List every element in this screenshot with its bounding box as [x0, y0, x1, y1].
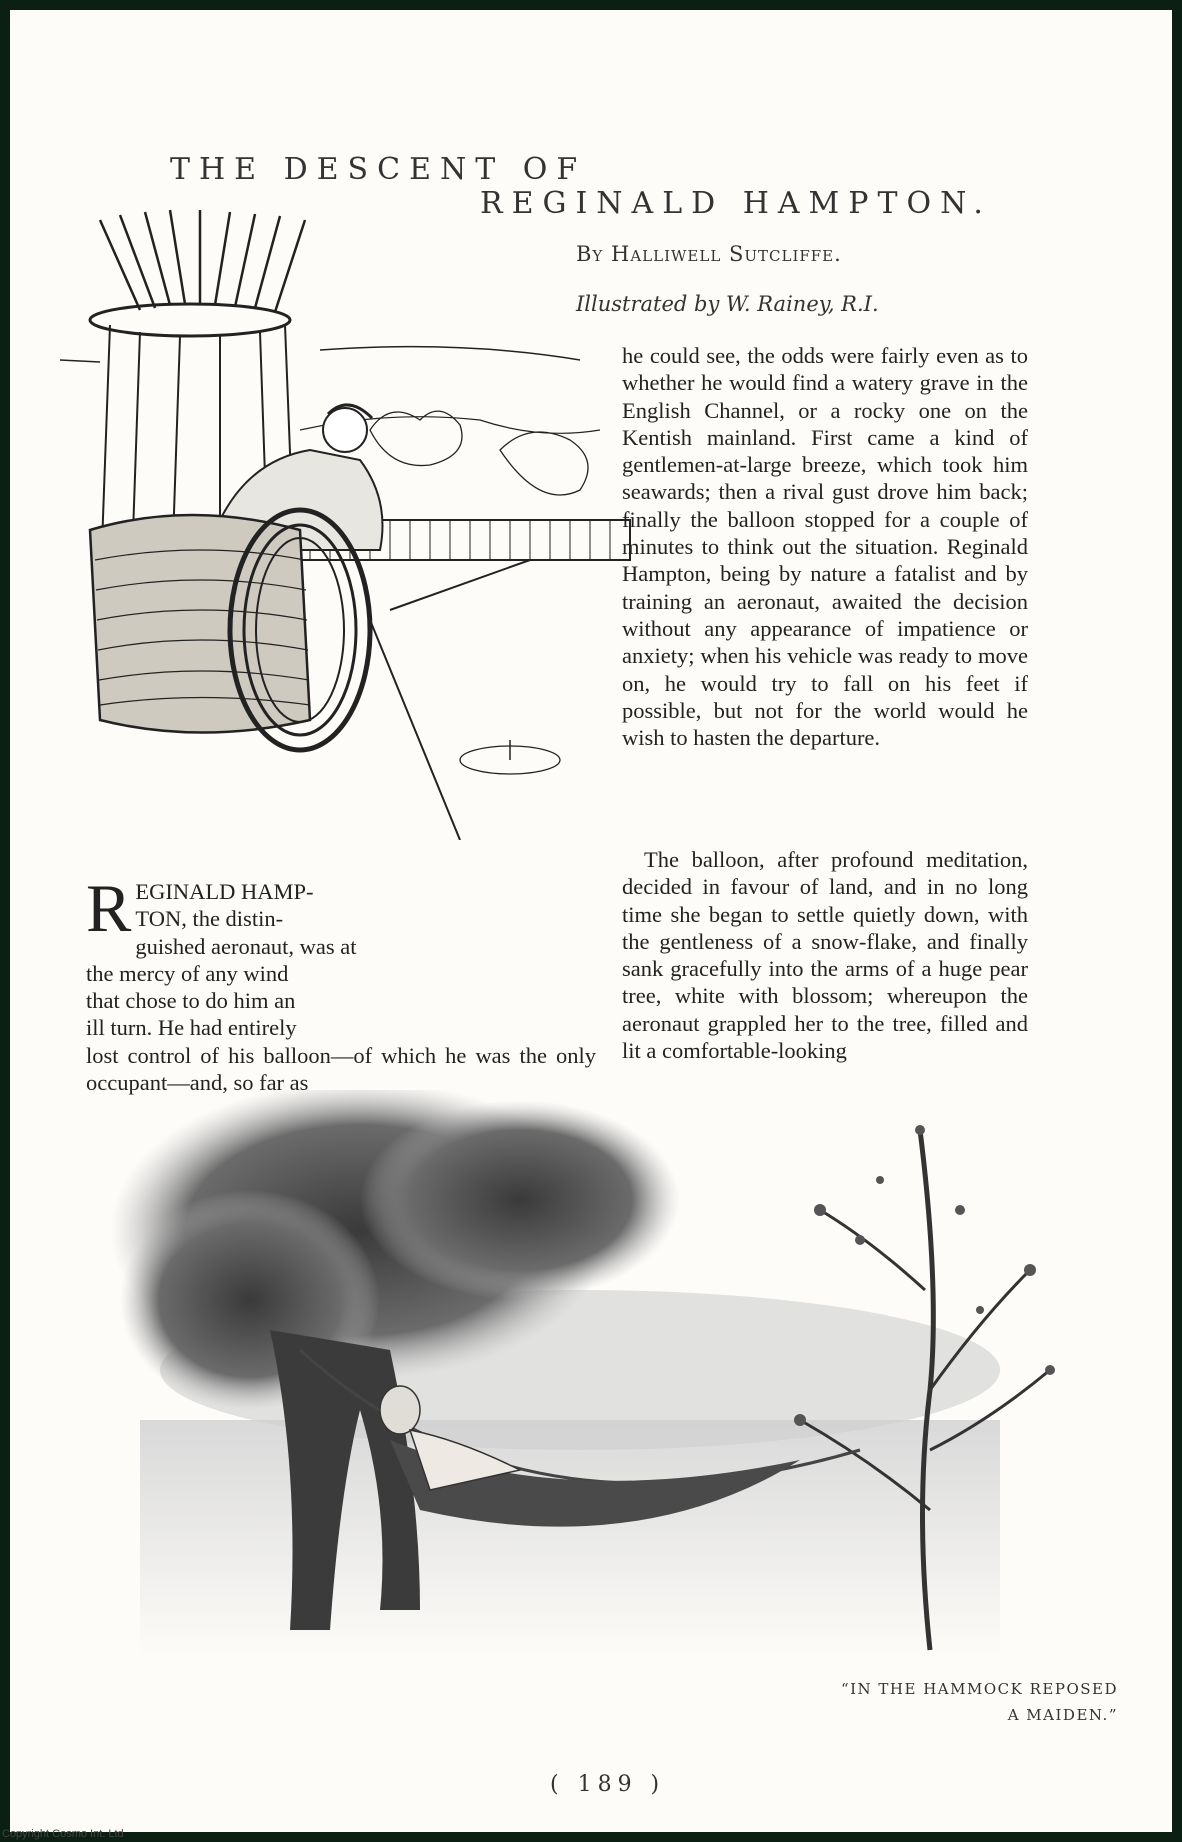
paragraph: The balloon, after profound meditation, decided in favour of land, and in no long time she began to settle quietly down, with the gentleness of a snow-flake, and finally sank gracefully into the arms of a huge pear tree, white with blossom; whereupon the aeronaut grappled her to the tree, filled and lit a comfortable-looking — [622, 847, 1028, 1064]
title-line-2: REGINALD HAMPTON. — [480, 186, 992, 221]
balloon-illustration — [60, 200, 660, 840]
hammock-illustration — [100, 1090, 1100, 1690]
text-line: TON, the distin- — [135, 906, 284, 932]
text-line: the mercy of any wind — [86, 960, 289, 986]
left-column-text — [86, 870, 596, 1096]
illustrator-credit: Illustrated by W. Rainey, R.I. — [576, 292, 879, 316]
left-narrow-lines — [86, 870, 416, 1042]
text-line-wide: lost control of his balloon—of which he was the only occupant—and, so far as — [86, 1042, 596, 1096]
text-line: that chose to do him an — [86, 988, 296, 1014]
paragraph: he could see, the odds were fairly even as to whether he would find a watery grave in the English Channel, or a rocky one on the Kentish mainland. First came a kind of gentlemen-at-large breeze, which took him seawards; then a rival gust drove him back; finally the balloon stopped for a couple of minutes to think out the situation. Reginald Hampton, being by nature a fatalist and by training an aeronaut, awaited the decision without any appearance of impatience or anxiety; when his vehicle was ready to move on, he would try to fall on his feet if possible, but not for the world would he wish to hasten the departure. — [622, 343, 1028, 751]
drop-cap: R — [86, 870, 132, 946]
text-line: EGINALD HAMP- — [135, 879, 314, 904]
title-line-1: THE DESCENT OF — [170, 152, 587, 187]
text-line: ill turn. He had entirely — [86, 1015, 297, 1041]
right-column-paragraph-1 — [622, 342, 1028, 751]
magazine-page — [10, 10, 1172, 1832]
caption-line: “IN THE HAMMOCK REPOSED — [840, 1680, 1118, 1698]
copyright-notice: Copyright Cosmo Int. Ltd — [2, 1828, 124, 1840]
page-number: ( 189 ) — [550, 1772, 666, 1797]
caption-line: A MAIDEN.” — [1007, 1706, 1118, 1724]
illustration-caption — [808, 1676, 1118, 1728]
text-line: guished aeronaut, was at — [135, 933, 357, 959]
right-column-paragraph-2 — [622, 846, 1028, 1064]
byline: By Halliwell Sutcliffe. — [576, 242, 842, 266]
